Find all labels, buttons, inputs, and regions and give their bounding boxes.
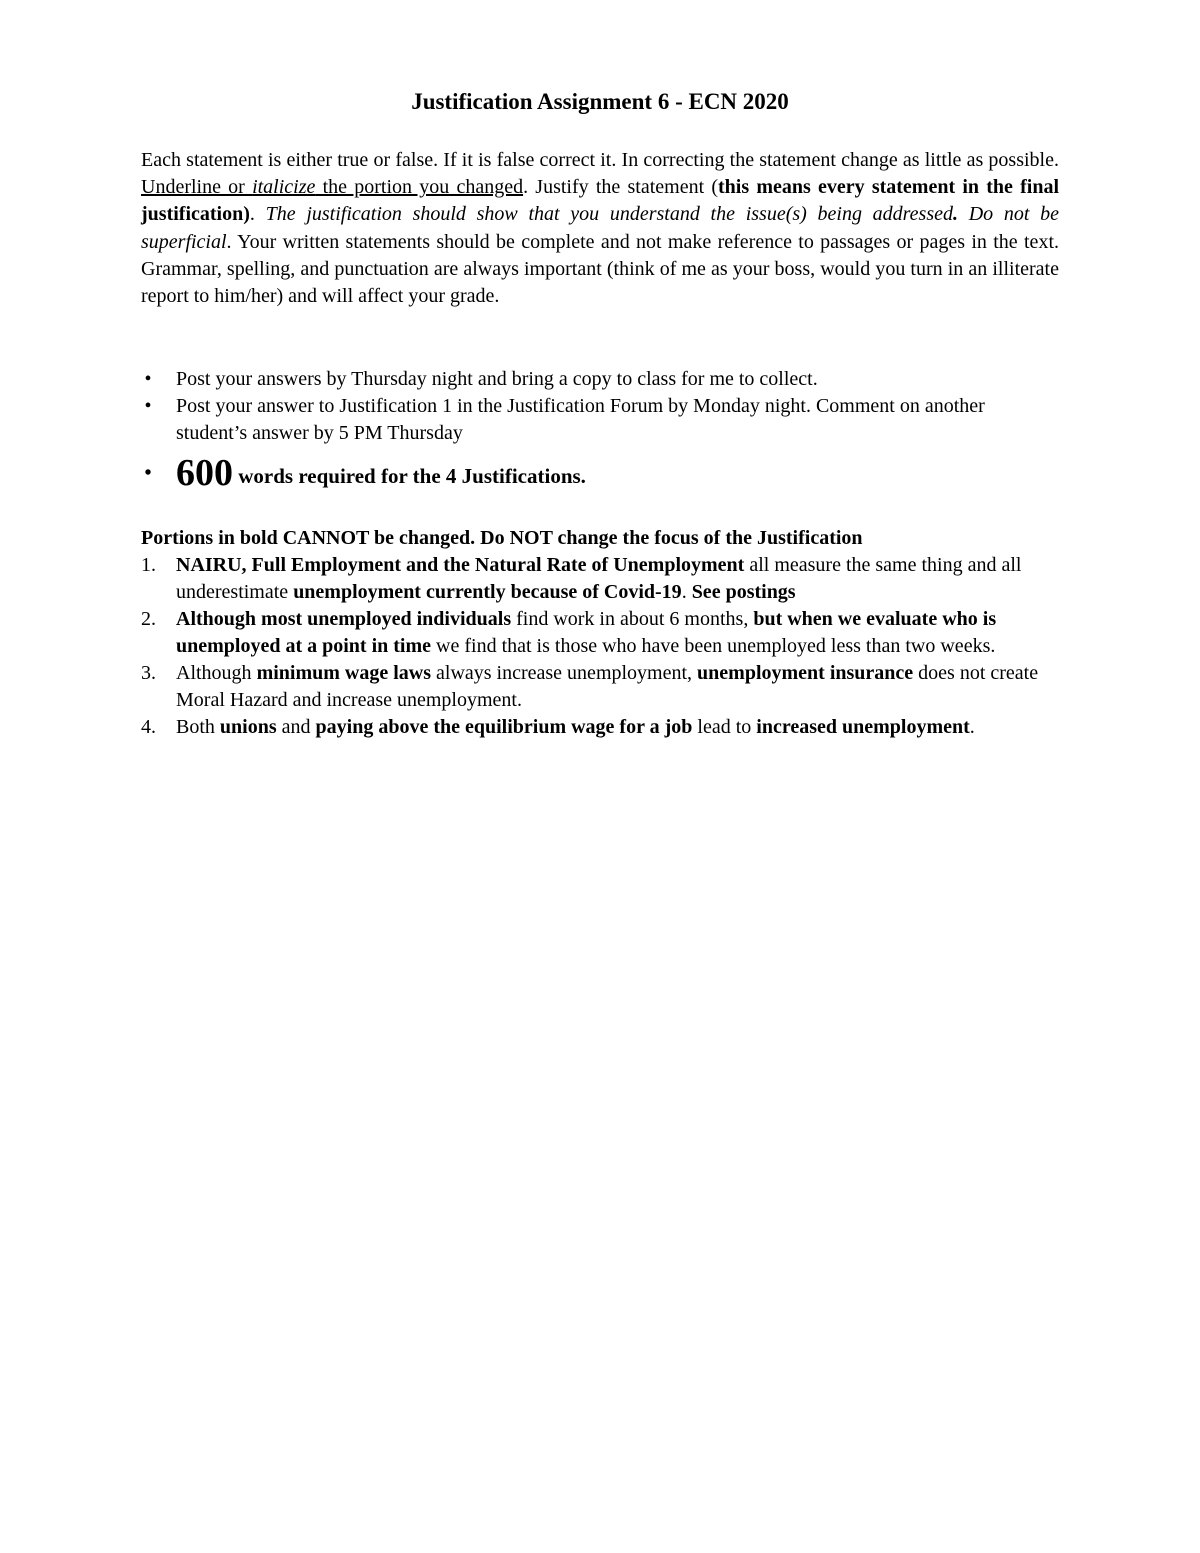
underline-text-b: the portion you changed: [315, 176, 524, 199]
word-requirement: [141, 450, 1059, 499]
editable-portion: does not create Moral Hazard and increase unemployment.: [176, 662, 1039, 711]
italic-period: .: [953, 203, 959, 226]
editable-portion: Both: [176, 716, 220, 738]
instructions-paragraph: [141, 147, 1059, 310]
bullet-icon: •: [144, 395, 152, 418]
editable-portion: lead to: [692, 716, 757, 738]
fixed-portion: unemployment insurance: [697, 662, 914, 684]
italicize-word: italicize: [252, 176, 316, 199]
editable-portion: .: [681, 581, 692, 603]
fixed-portion: unemployment currently because of Covid-19: [293, 581, 682, 603]
statements-list: [141, 552, 1059, 741]
intro-text-1: Each statement is either true or false. If it is false correct it. In correcting the statement change as little as possible.: [141, 149, 1059, 171]
fixed-portion: increased unemployment: [756, 716, 970, 738]
portions-heading: Portions in bold CANNOT be changed. Do NOT change the focus of the Justification: [141, 527, 863, 549]
bullet-text: Post your answer to Justification 1 in the Justification Forum by Monday night. Comment on another student’s answer by 5 PM Thursday: [176, 395, 985, 445]
word-count: 600: [176, 452, 233, 494]
fixed-portion: minimum wage laws: [256, 662, 432, 684]
word-requirement-text: words required for the 4 Justifications.: [233, 464, 586, 488]
underline-text-a: Underline or: [141, 176, 253, 199]
statement-number: 1.: [141, 554, 156, 576]
bullet-icon: •: [144, 368, 152, 390]
fixed-portion: unions: [219, 716, 277, 738]
fixed-portion: See postings: [691, 581, 796, 603]
editable-portion: and: [276, 716, 316, 738]
instructions-bullet-list: [141, 366, 1059, 448]
fixed-portion: Although most unemployed individuals: [176, 608, 512, 630]
bold-emphasis: this means every statement in the final justification): [141, 176, 1059, 226]
statement-item: [141, 606, 1059, 660]
statement-number: 3.: [141, 662, 156, 684]
fixed-portion: NAIRU, Full Employment and the Natural Rate of Unemployment: [176, 554, 745, 576]
editable-portion: always increase unemployment,: [431, 662, 698, 684]
italic-emphasis-1: The justification should show that you understand the issue(s) being addressed: [265, 203, 954, 226]
bullet-icon: •: [144, 462, 152, 484]
statement-item: [141, 660, 1059, 714]
editable-portion: .: [969, 716, 975, 738]
page-title: Justification Assignment 6 - ECN 2020: [411, 89, 789, 114]
statement-item: [141, 552, 1059, 606]
intro-text-5: . Your written statements should be complete and not make reference to passages or pages in the text. Grammar, spelling, and punctuation are always important (think of me as your boss, would you turn in an illiterate report to him/her) and will affect your grade.: [141, 230, 1059, 308]
bullet-text: Post your answers by Thursday night and bring a copy to class for me to collect.: [176, 368, 818, 390]
statement-number: 2.: [141, 608, 156, 630]
intro-text-4: [958, 203, 969, 225]
editable-portion: Although: [176, 662, 257, 684]
editable-portion: find work in about 6 months,: [511, 608, 754, 630]
editable-portion: all measure the same thing and all underestimate: [176, 554, 1022, 603]
italic-emphasis-2: Do not be superficial: [141, 203, 1060, 253]
intro-text-2: . Justify the statement (: [523, 176, 718, 199]
statement-item: [141, 714, 1059, 741]
underline-phrase: [141, 176, 523, 198]
intro-text-3: .: [249, 203, 266, 226]
editable-portion: we find that is those who have been unemployed less than two weeks.: [431, 635, 996, 657]
fixed-portion: but when we evaluate who is unemployed at a point in time: [176, 608, 997, 657]
bullet-item: [141, 393, 1059, 447]
bullet-item: [141, 366, 1059, 393]
statement-number: 4.: [141, 716, 156, 738]
fixed-portion: paying above the equilibrium wage for a job: [315, 716, 693, 738]
